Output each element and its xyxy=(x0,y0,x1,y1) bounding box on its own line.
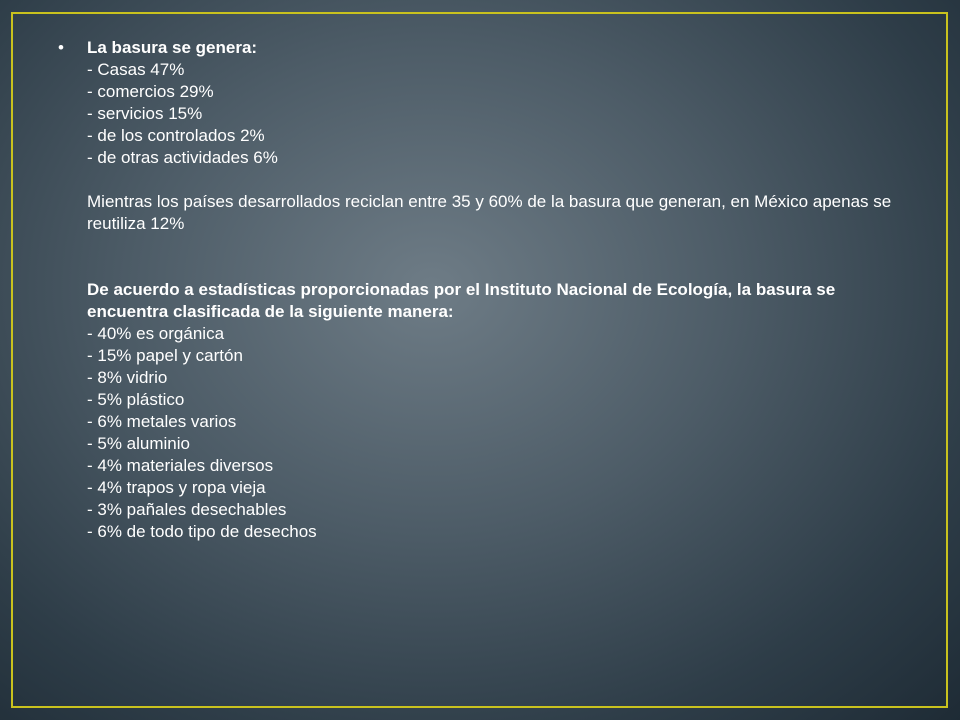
section1-item: - comercios 29% xyxy=(87,82,214,101)
section2-item: - 3% pañales desechables xyxy=(87,500,287,519)
section2-item: - 6% de todo tipo de desechos xyxy=(87,522,317,541)
recycling-paragraph: Mientras los países desarrollados reciclan entre 35 y 60% de la basura que generan, en México apenas se reutiliza 12% xyxy=(87,192,892,233)
section2-item: - 8% vidrio xyxy=(87,368,168,387)
section1-item: - Casas 47% xyxy=(87,60,185,79)
section2-item: - 4% trapos y ropa vieja xyxy=(87,478,266,497)
section2-item: - 15% papel y cartón xyxy=(87,346,243,365)
section1-item: - de otras actividades 6% xyxy=(87,148,278,167)
section2-item: - 5% aluminio xyxy=(87,434,190,453)
bullet-body xyxy=(87,37,908,543)
section2-item: - 6% metales varios xyxy=(87,412,237,431)
slide-content xyxy=(58,37,908,543)
blank-line xyxy=(87,169,908,191)
section2-item: - 5% plástico xyxy=(87,390,185,409)
section1-item: - servicios 15% xyxy=(87,104,203,123)
section1-heading: La basura se genera: xyxy=(87,38,258,57)
blank-line xyxy=(87,235,908,257)
section1-item: - de los controlados 2% xyxy=(87,126,265,145)
section2-item: - 40% es orgánica xyxy=(87,324,225,343)
section2-item: - 4% materiales diversos xyxy=(87,456,274,475)
blank-line xyxy=(87,257,908,279)
bullet-item xyxy=(58,37,908,543)
section2-heading: De acuerdo a estadísticas proporcionadas por el Instituto Nacional de Ecología, la basura se encuentra clasificada de la siguiente manera: xyxy=(87,280,836,321)
bullet-dot-icon: • xyxy=(58,38,64,57)
